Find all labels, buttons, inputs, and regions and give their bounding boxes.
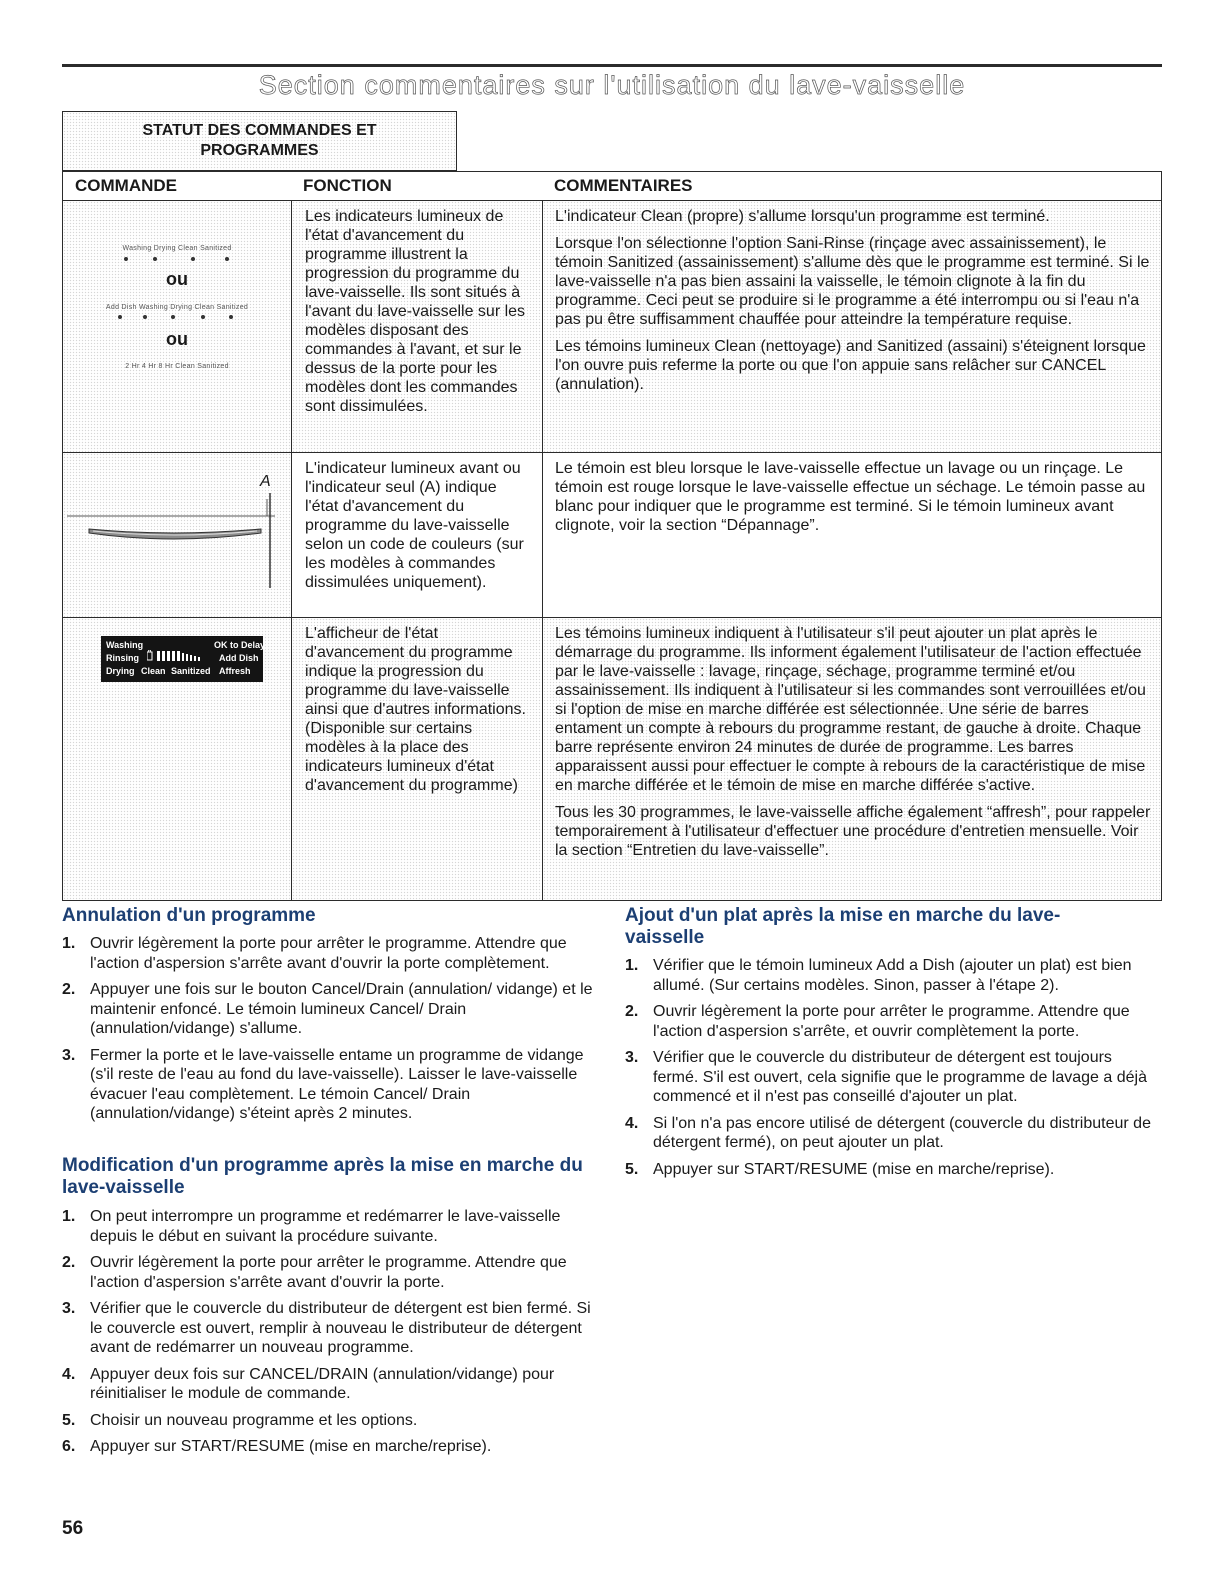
list-item: 3. Fermer la porte et le lave-vaisselle entame un programme de vidange (s'il reste de l'eau au fond du lave-vaisselle). Laisser le lave-vaisselle évacuer l'eau complètement. Le témoin Cancel/ Drain (annulation/vidange) s'éteint après 2 minutes.	[62, 1046, 584, 1122]
ajout-heading: Ajout d'un plat après la mise en marche du lave-vaisselle	[625, 905, 1061, 948]
column-header-commande: COMMANDE	[75, 176, 177, 195]
comment-paragraph: Les témoins lumineux Clean (nettoyage) and Sanitized (assaini) s'éteignent lorsque l'on ouvre puis referme la porte ou que l'on appuie sans relâcher sur CANCEL (annulation).	[555, 338, 1146, 393]
display-label-drying: Drying	[106, 666, 135, 676]
list-item: 1. Vérifier que le témoin lumineux Add a Dish (ajouter un plat) est bien allumé. (Sur certains modèles. Sinon, passer à l'étape 2).	[625, 957, 1132, 994]
step-text: Ouvrir légèrement la porte pour arrêter le programme. Attendre que l'action d'aspersion s'arrête, et ouvrir complètement la porte.	[653, 1003, 1130, 1040]
comment-paragraph: Le témoin est bleu lorsque le lave-vaisselle effectue un lavage ou un rinçage. Le témoin est rouge lorsque le lave-vaisselle effectue un séchage. Le témoin passe au blanc pour indiquer que le programme est terminé. Si le témoin lumineux avant clignote, voir la section “Dépannage”.	[555, 460, 1146, 534]
display-label-washing: Washing	[106, 640, 144, 650]
light-bar-illustration	[63, 453, 291, 603]
step-text: Vérifier que le couvercle du distributeur de détergent est toujours fermé. S'il est ouvert, cela signifie que le programme de lavage a déjà commencé et il n'est pas conseillé d'ajouter un plat.	[653, 1049, 1147, 1105]
indicator-labels-set1: Washing Drying Clean Sanitized	[122, 245, 232, 252]
display-label-add-dish: Add Dish	[219, 653, 259, 663]
indicator-dots-set1	[63, 257, 291, 263]
status-display-panel	[101, 636, 266, 682]
list-item: 4. Si l'on n'a pas encore utilisé de détergent (couvercle du distributeur de détergent fermé), on peut ajouter un plat.	[625, 1114, 1151, 1151]
fonction-cell	[291, 618, 542, 900]
commentaires-cell	[542, 618, 1161, 900]
list-item: 3. Vérifier que le couvercle du distributeur de détergent est bien fermé. Si le couvercle est ouvert, remplir à nouveau le distributeur de détergent avant de redémarrer un nouveau programme.	[62, 1300, 591, 1356]
commande-cell	[63, 453, 291, 617]
commentaires-cell	[542, 201, 1161, 452]
function-text: L'indicateur lumineux avant ou l'indicateur seul (A) indique l'état d'avancement du programme du lave-vaisselle selon un code de couleurs (sur les modèles à commandes dissimulées uniquement).	[305, 460, 524, 591]
indicator-labels-set2: Add Dish Washing Drying Clean Sanitized	[105, 304, 249, 311]
comment-paragraph: Tous les 30 programmes, le lave-vaisselle affiche également “affresh”, pour rappeler temporairement à l'utilisateur d'effectuer une procédure d'entretien mensuelle. Voir la section “Entretien du lave-vaisselle”.	[555, 804, 1151, 859]
callout-label-a: A	[260, 473, 271, 490]
step-text: Si l'on n'a pas encore utilisé de détergent (couvercle du distributeur de détergent fermé), on peut ajouter un plat.	[653, 1114, 1151, 1151]
modification-steps	[62, 1207, 602, 1464]
column-header-row	[62, 171, 1162, 201]
commande-cell	[63, 201, 291, 452]
function-text: Les indicateurs lumineux de l'état d'avancement du programme illustrent la progression du programme du lave-vaisselle. Ils sont situés à l'avant du lave-vaisselle sur les modèles disposant des commandes à l'avant, et sur le dessus de la porte pour les modèles dont les commandes sont dissimulées.	[305, 208, 526, 415]
commentaires-cell	[542, 453, 1161, 617]
comments-text	[555, 207, 1155, 402]
step-text: Vérifier que le couvercle du distributeur de détergent est bien fermé. Si le couvercle est ouvert, remplir à nouveau le distributeur de détergent avant de redémarrer un nouveau programme.	[90, 1300, 591, 1356]
commande-cell	[63, 618, 291, 900]
list-item: 5. Choisir un nouveau programme et les options.	[62, 1411, 418, 1429]
step-text: Appuyer une fois sur le bouton Cancel/Drain (annulation/ vidange) et le maintenir enfoncé. Le témoin lumineux Cancel/ Drain (annulation/vidange) s'allume.	[90, 981, 593, 1037]
display-label-sanitized: Sanitized	[171, 666, 211, 676]
step-text: Appuyer sur START/RESUME (mise en marche/reprise).	[653, 1160, 1055, 1178]
list-item: 4. Appuyer deux fois sur CANCEL/DRAIN (annulation/vidange) pour réinitialiser le module de commande.	[62, 1365, 555, 1402]
table-row-status-display	[62, 618, 1162, 901]
section-title: Section commentaires sur l'utilisation du lave-vaisselle	[258, 70, 966, 100]
step-text: Ouvrir légèrement la porte pour arrêter le programme. Attendre que l'action d'aspersion s'arrête avant d'ouvrir la porte complètement.	[90, 935, 567, 972]
ajout-steps	[625, 956, 1160, 1186]
status-title-line2: PROGRAMMES	[200, 142, 319, 159]
comment-paragraph: Lorsque l'on sélectionne l'option Sani-Rinse (rinçage avec assainissement), le témoin Sanitized (assainissement) s'allume dès que le programme est terminé. Si le lave-vaisselle n'a pas bien assaini la vaisselle, le témoin clignote à la fin du programme. Ceci peut se produire si le programme a été interrompu ou si l'eau n'a pas pu être suffisamment chauffée pour atteindre la température requise.	[555, 235, 1150, 328]
list-item: 6. Appuyer sur START/RESUME (mise en marche/reprise).	[62, 1438, 492, 1455]
list-item: 1. Ouvrir légèrement la porte pour arrêter le programme. Attendre que l'action d'aspersion s'arrête avant d'ouvrir la porte complètement.	[62, 935, 567, 972]
status-table	[62, 111, 1162, 901]
or-label-1: ou	[166, 269, 188, 289]
column-header-commentaires: COMMENTAIRES	[554, 176, 693, 195]
display-label-clean: Clean	[141, 666, 166, 676]
step-text: Appuyer deux fois sur CANCEL/DRAIN (annulation/vidange) pour réinitialiser le module de commande.	[90, 1365, 555, 1402]
list-item: 2. Appuyer une fois sur le bouton Cancel/Drain (annulation/ vidange) et le maintenir enfoncé. Le témoin lumineux Cancel/ Drain (annulation/vidange) s'allume.	[62, 981, 593, 1037]
step-text: Appuyer sur START/RESUME (mise en marche/reprise).	[90, 1438, 492, 1455]
display-label-rinsing: Rinsing	[106, 653, 139, 663]
indicator-dots-set2	[63, 315, 291, 321]
step-text: Ouvrir légèrement la porte pour arrêter le programme. Attendre que l'action d'aspersion s'arrête avant d'ouvrir la porte.	[90, 1254, 567, 1291]
countdown-bars-icon	[147, 650, 215, 662]
list-item: 2. Ouvrir légèrement la porte pour arrêter le programme. Attendre que l'action d'aspersion s'arrête, et ouvrir complètement la porte.	[625, 1003, 1130, 1040]
comments-text	[555, 459, 1155, 543]
indicator-labels-set3: 2 Hr 4 Hr 8 Hr Clean Sanitized	[125, 363, 229, 370]
status-table-title	[62, 111, 457, 171]
column-header-fonction: FONCTION	[303, 176, 392, 195]
or-label-2: ou	[166, 329, 188, 349]
fonction-cell	[291, 453, 542, 617]
function-text: L'afficheur de l'état d'avancement du programme indique la progression du programme du lave-vaisselle ainsi que d'autres informations. (Disponible sur certains modèles à la place des indicateurs lumineux d'état d'avancement du programme)	[305, 625, 526, 794]
comment-paragraph: L'indicateur Clean (propre) s'allume lorsqu'un programme est terminé.	[555, 208, 1050, 225]
step-text: On peut interrompre un programme et redémarrer le lave-vaisselle depuis le début en suivant la procédure suivante.	[90, 1208, 561, 1245]
list-item: 1. On peut interrompre un programme et redémarrer le lave-vaisselle depuis le début en suivant la procédure suivante.	[62, 1208, 561, 1245]
list-item: 3. Vérifier que le couvercle du distributeur de détergent est toujours fermé. S'il est ouvert, cela signifie que le programme de lavage a déjà commencé et il n'est pas conseillé d'ajouter un plat.	[625, 1049, 1147, 1105]
display-label-affresh: Affresh	[219, 666, 251, 676]
fonction-cell	[291, 201, 542, 452]
step-text: Vérifier que le témoin lumineux Add a Dish (ajouter un plat) est bien allumé. (Sur certains modèles. Sinon, passer à l'étape 2).	[653, 957, 1132, 994]
comments-text	[555, 624, 1155, 868]
page-number: 56	[62, 1518, 84, 1539]
table-row-status-indicators	[62, 201, 1162, 453]
modification-heading: Modification d'un programme après la mise en marche du lave-vaisselle	[62, 1155, 583, 1198]
annulation-steps	[62, 934, 602, 1131]
step-text: Choisir un nouveau programme et les options.	[90, 1411, 418, 1429]
table-row-light-bar	[62, 453, 1162, 618]
top-rule	[62, 64, 1162, 67]
list-item: 5. Appuyer sur START/RESUME (mise en marche/reprise).	[625, 1160, 1055, 1178]
display-label-ok-to-delay: OK to Delay	[214, 640, 266, 650]
status-title-line1: STATUT DES COMMANDES ET	[142, 122, 377, 139]
comment-paragraph: Les témoins lumineux indiquent à l'utilisateur s'il peut ajouter un plat après le démarrage du programme. Ils informent également l'utilisateur de l'action effectuée par le lave-vaisselle : lavage, rinçage, séchage, programme terminé et/ou assainissement. Ils indiquent à l'utilisateur si les commandes sont verrouillées et/ou si l'option de mise en marche différée est sélectionnée. Une série de barres entament un compte à rebours du programme restant, de gauche à droite. Chaque barre représente environ 24 minutes de durée de programme. Les barres apparaissent aussi pour effectuer le compte à rebours de la caractéristique de mise en marche différée et le témoin de mise en marche différée s'active.	[555, 625, 1146, 794]
list-item: 2. Ouvrir légèrement la porte pour arrêter le programme. Attendre que l'action d'aspersion s'arrête avant d'ouvrir la porte.	[62, 1254, 567, 1291]
step-text: Fermer la porte et le lave-vaisselle entame un programme de vidange (s'il reste de l'eau au fond du lave-vaisselle). Laisser le lave-vaisselle évacuer l'eau complètement. Le témoin Cancel/ Drain (annulation/vidange) s'éteint après 2 minutes.	[90, 1046, 584, 1122]
annulation-heading: Annulation d'un programme	[62, 905, 316, 926]
